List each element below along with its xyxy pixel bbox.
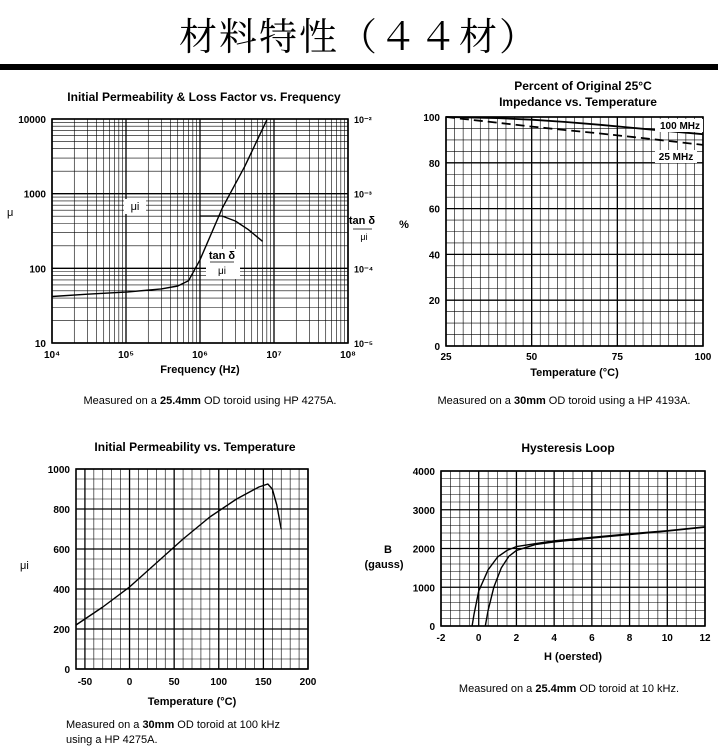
y-tick-label: 600 [53, 545, 70, 556]
x-tick-label: 50 [526, 352, 538, 363]
chart-title: Initial Permeability & Loss Factor vs. Frequency [67, 90, 341, 104]
y-tick-label: 400 [53, 585, 70, 596]
x-tick-label: 8 [626, 633, 633, 644]
y-tick-label: 3000 [412, 505, 435, 517]
chart-subtitle: Impedance vs. Temperature [499, 95, 657, 109]
x-tick-label: 2 [513, 633, 520, 644]
x-axis-label: Temperature (°C) [147, 696, 237, 708]
x-tick-label: 75 [611, 352, 623, 363]
x-tick-label: 150 [255, 677, 272, 688]
caption-perm-loss-freq: Measured on a 25.4mm OD toroid using HP 4275A. [83, 395, 337, 407]
caption-perm-temp: Measured on a 30mm OD toroid at 100 kHz using a HP 4275A. [66, 719, 281, 746]
page-title: 材料特性（４４材） [178, 15, 539, 59]
series-mu-label: μi [130, 201, 140, 213]
y-tick-label: 1000 [412, 583, 435, 595]
y-tick-label: 20 [428, 296, 440, 308]
x-tick-label: 10⁴ [43, 350, 61, 361]
chart-title: Percent of Original 25°C [514, 79, 652, 93]
x-tick-label: 6 [589, 633, 595, 644]
x-tick-label: 50 [168, 677, 180, 688]
y-tick-label: 0 [434, 342, 440, 353]
x-tick-label: 25 [440, 352, 452, 363]
x-tick-label: -2 [436, 633, 446, 644]
y-tick-label: 0 [64, 665, 70, 676]
y-tick-label: 1000 [23, 189, 46, 201]
x-axis-label: Frequency (Hz) [160, 364, 240, 376]
y-tick-label: 2000 [412, 544, 435, 556]
y2-tick-label: 10⁻⁵ [354, 339, 373, 349]
y-tick-label: 800 [53, 505, 70, 516]
series-mu-line [76, 484, 281, 625]
x-tick-label: 12 [699, 633, 711, 644]
caption-hysteresis: Measured on a 25.4mm OD toroid at 10 kHz. [458, 683, 680, 695]
series-25mhz-label: 25 MHz [658, 152, 694, 163]
x-tick-label: 10⁵ [118, 350, 134, 361]
y-tick-label: 40 [428, 250, 440, 262]
x-tick-label: 0 [126, 677, 133, 688]
y-tick-label: 200 [53, 625, 70, 636]
y-tick-label: 10000 [18, 115, 46, 126]
y2-tick-label: 10⁻³ [354, 189, 372, 200]
y-axis-label: μ [7, 207, 14, 219]
y-tick-label: 10 [34, 339, 46, 350]
y-axis-label: B [384, 544, 392, 556]
chart-title: Initial Permeability vs. Temperature [94, 440, 296, 454]
y-axis-unit: (gauss) [364, 559, 404, 571]
series-tan-denominator: μi [218, 266, 226, 277]
x-axis-label: Temperature (°C) [530, 367, 619, 379]
x-tick-label: -50 [77, 677, 93, 688]
caption-impedance-temp: Measured on a 30mm OD toroid using a HP 4193A. [437, 395, 691, 407]
x-tick-label: 0 [475, 633, 482, 644]
chart-title: Hysteresis Loop [521, 441, 615, 455]
y-axis-label: μi [20, 560, 29, 572]
x-tick-label: 10 [661, 633, 673, 644]
y-tick-label: 60 [428, 204, 440, 216]
y-tick-label: 80 [428, 158, 440, 170]
x-tick-label: 4 [551, 633, 557, 644]
y-axis-label: % [399, 219, 409, 231]
series-lower-branch [485, 527, 705, 626]
x-tick-label: 200 [299, 677, 317, 688]
series-tan-label: tan δ [208, 250, 236, 262]
y2-axis-label: tan δ [348, 215, 376, 227]
y-tick-label: 1000 [47, 465, 70, 476]
x-axis-label: H (oersted) [543, 651, 603, 663]
y-tick-label: 4000 [412, 467, 435, 478]
y-tick-label: 100 [29, 264, 46, 276]
x-tick-label: 10⁶ [192, 350, 208, 361]
x-tick-label: 10⁷ [266, 350, 282, 361]
y2-tick-label: 10⁻² [354, 115, 372, 125]
y-tick-label: 100 [423, 113, 440, 124]
y-tick-label: 0 [429, 622, 435, 633]
x-tick-label: 100 [210, 677, 228, 688]
x-tick-label: 10⁸ [340, 350, 356, 361]
x-tick-label: 100 [694, 352, 712, 363]
y2-tick-label: 10⁻⁴ [354, 264, 374, 275]
y2-axis-denominator: μi [360, 232, 368, 242]
series-100mhz-label: 100 MHz [659, 121, 701, 132]
